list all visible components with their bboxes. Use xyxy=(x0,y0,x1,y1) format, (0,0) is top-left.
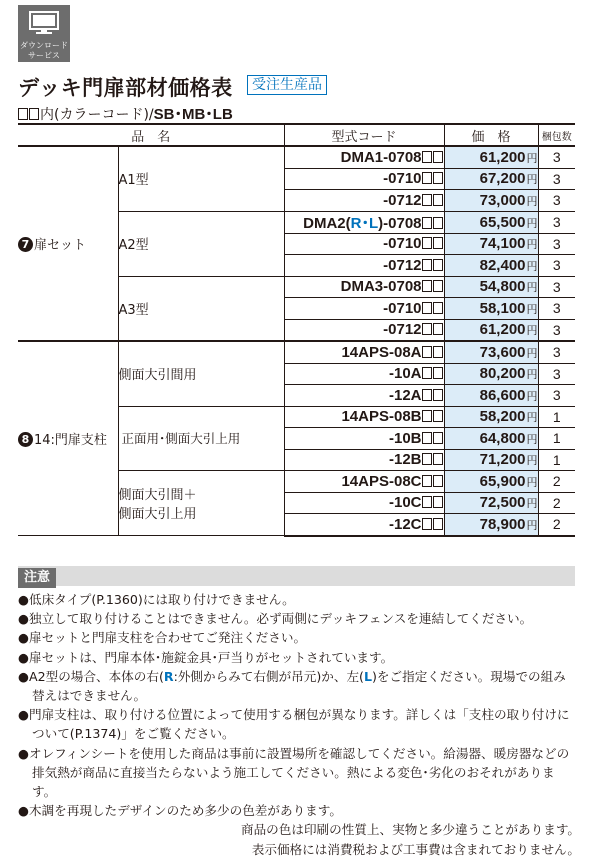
group-number: 7 xyxy=(18,237,33,252)
note-item: ●独立して取り付けることはできません。必ず両側にデッキフェンスを連結してください。 xyxy=(18,611,533,627)
model-code: -12A xyxy=(284,385,444,407)
model-code: 14APS-08A xyxy=(284,341,444,363)
footer-line: 表示価格には消費税および工事費は含まれておりません。 xyxy=(251,842,580,857)
pkg-count: 3 xyxy=(538,319,575,341)
price-cell: 61,200円 xyxy=(444,146,538,168)
group-name: 14:門扉支柱 xyxy=(34,433,107,448)
model-code: DMA2(R･L)-0708 xyxy=(284,211,444,233)
price-cell: 82,400円 xyxy=(444,255,538,277)
pkg-count: 1 xyxy=(538,406,575,428)
pkg-count: 2 xyxy=(538,492,575,514)
placeholder-box xyxy=(29,108,39,120)
pkg-count: 3 xyxy=(538,363,575,385)
price-cell: 78,900円 xyxy=(444,514,538,536)
pkg-count: 3 xyxy=(538,341,575,363)
pkg-count: 3 xyxy=(538,146,575,168)
model-code: -0710 xyxy=(284,168,444,190)
header-price: 価 格 xyxy=(444,124,538,146)
model-code: 14APS-08C xyxy=(284,471,444,493)
price-cell: 65,500円 xyxy=(444,211,538,233)
note-item: ●扉セットは、門扉本体･施錠金具･戸当りがセットされています。 xyxy=(18,649,394,665)
price-cell: 58,200円 xyxy=(444,406,538,428)
model-code: -12C xyxy=(284,514,444,536)
model-code: DMA1-0708 xyxy=(284,146,444,168)
price-cell: 86,600円 xyxy=(444,385,538,407)
service-label: サービス xyxy=(28,51,60,60)
price-cell: 61,200円 xyxy=(444,319,538,341)
price-cell: 73,000円 xyxy=(444,190,538,212)
download-service-icon[interactable] xyxy=(18,5,70,62)
header-item: 品 名 xyxy=(18,124,284,146)
model-code: -0712 xyxy=(284,255,444,277)
price-cell: 54,800円 xyxy=(444,276,538,298)
pkg-count: 3 xyxy=(538,255,575,277)
pkg-count: 1 xyxy=(538,428,575,450)
pkg-count: 3 xyxy=(538,233,575,255)
price-cell: 64,800円 xyxy=(444,428,538,450)
pkg-count: 3 xyxy=(538,190,575,212)
pkg-count: 3 xyxy=(538,298,575,320)
note-item: ●扉セットと門扉支柱を合わせてご発注ください。 xyxy=(18,630,307,646)
pkg-count: 3 xyxy=(538,385,575,407)
price-cell: 71,200円 xyxy=(444,449,538,471)
notes-list xyxy=(18,590,578,820)
made-to-order-badge: 受注生産品 xyxy=(247,75,327,95)
price-cell: 58,100円 xyxy=(444,298,538,320)
model-code: -0712 xyxy=(284,319,444,341)
pkg-count: 2 xyxy=(538,514,575,536)
model-code: -0710 xyxy=(284,233,444,255)
note-item: ●オレフィンシートを使用した商品は事前に設置場所を確認してください。給湯器、暖房器などの排気熱が商品に直接当たらないよう施工してください。熱による変色･劣化のおそれがあります。 xyxy=(18,745,570,800)
pkg-count: 3 xyxy=(538,211,575,233)
note-item: ●低床タイプ(P.1360)には取り付けできません。 xyxy=(18,592,295,607)
header-code: 型式コード xyxy=(284,124,444,146)
notes-heading: 注意 xyxy=(18,568,56,588)
subgroup-name: 正面用･側面大引上用 xyxy=(118,406,284,471)
price-cell: 65,900円 xyxy=(444,471,538,493)
model-code: -0712 xyxy=(284,190,444,212)
color-code-line xyxy=(18,103,233,124)
note-item: ●A2型の場合、本体の右(R:外側からみて右側が吊元)か、左(L)をご指定ください。現場での組み替えはできません。 xyxy=(18,668,566,704)
page-title: デッキ門扉部材価格表 xyxy=(18,76,233,100)
monitor-icon xyxy=(29,11,59,35)
color-code-values: SB･MB･LB xyxy=(153,106,233,123)
price-table xyxy=(18,123,575,537)
model-code: -10B xyxy=(284,428,444,450)
group-gate-post xyxy=(18,341,118,536)
download-label: ダウンロード xyxy=(20,41,68,50)
group-name: 扉セット xyxy=(34,238,87,253)
model-code: -10C xyxy=(284,492,444,514)
price-cell: 73,600円 xyxy=(444,341,538,363)
subgroup-name: 側面大引間用 xyxy=(118,341,284,406)
notes-header xyxy=(18,566,575,586)
group-number: 8 xyxy=(18,432,33,447)
model-code: 14APS-08B xyxy=(284,406,444,428)
footer-line: 商品の色は印刷の性質上、実物と多少違うことがあります。 xyxy=(240,822,580,837)
price-cell: 67,200円 xyxy=(444,168,538,190)
subgroup-name: A2型 xyxy=(118,211,284,276)
model-code: DMA3-0708 xyxy=(284,276,444,298)
pkg-count: 1 xyxy=(538,449,575,471)
placeholder-box xyxy=(18,108,28,120)
note-item: ●門扉支柱は、取り付ける位置によって使用する梱包が異なります。詳しくは「支柱の取り付けについて(P.1374)」をご覧ください。 xyxy=(18,707,570,742)
pkg-count: 3 xyxy=(538,276,575,298)
pkg-count: 3 xyxy=(538,168,575,190)
table-row xyxy=(18,146,575,168)
model-code: -0710 xyxy=(284,298,444,320)
footer-disclaimer xyxy=(241,820,580,860)
price-cell: 80,200円 xyxy=(444,363,538,385)
model-code: -10A xyxy=(284,363,444,385)
table-row xyxy=(18,341,575,363)
subgroup-name: A1型 xyxy=(118,146,284,211)
header-pkg: 梱包数 xyxy=(538,124,575,146)
price-cell: 74,100円 xyxy=(444,233,538,255)
pkg-count: 2 xyxy=(538,471,575,493)
note-item: ●木調を再現したデザインのため多少の色差があります。 xyxy=(18,803,342,819)
subgroup-name: 側面大引間＋ 側面大引上用 xyxy=(118,471,284,536)
price-cell: 72,500円 xyxy=(444,492,538,514)
group-door-set xyxy=(18,146,118,341)
subgroup-name: A3型 xyxy=(118,276,284,341)
color-code-prefix: 内(カラーコード)/ xyxy=(40,107,154,123)
model-code: -12B xyxy=(284,449,444,471)
